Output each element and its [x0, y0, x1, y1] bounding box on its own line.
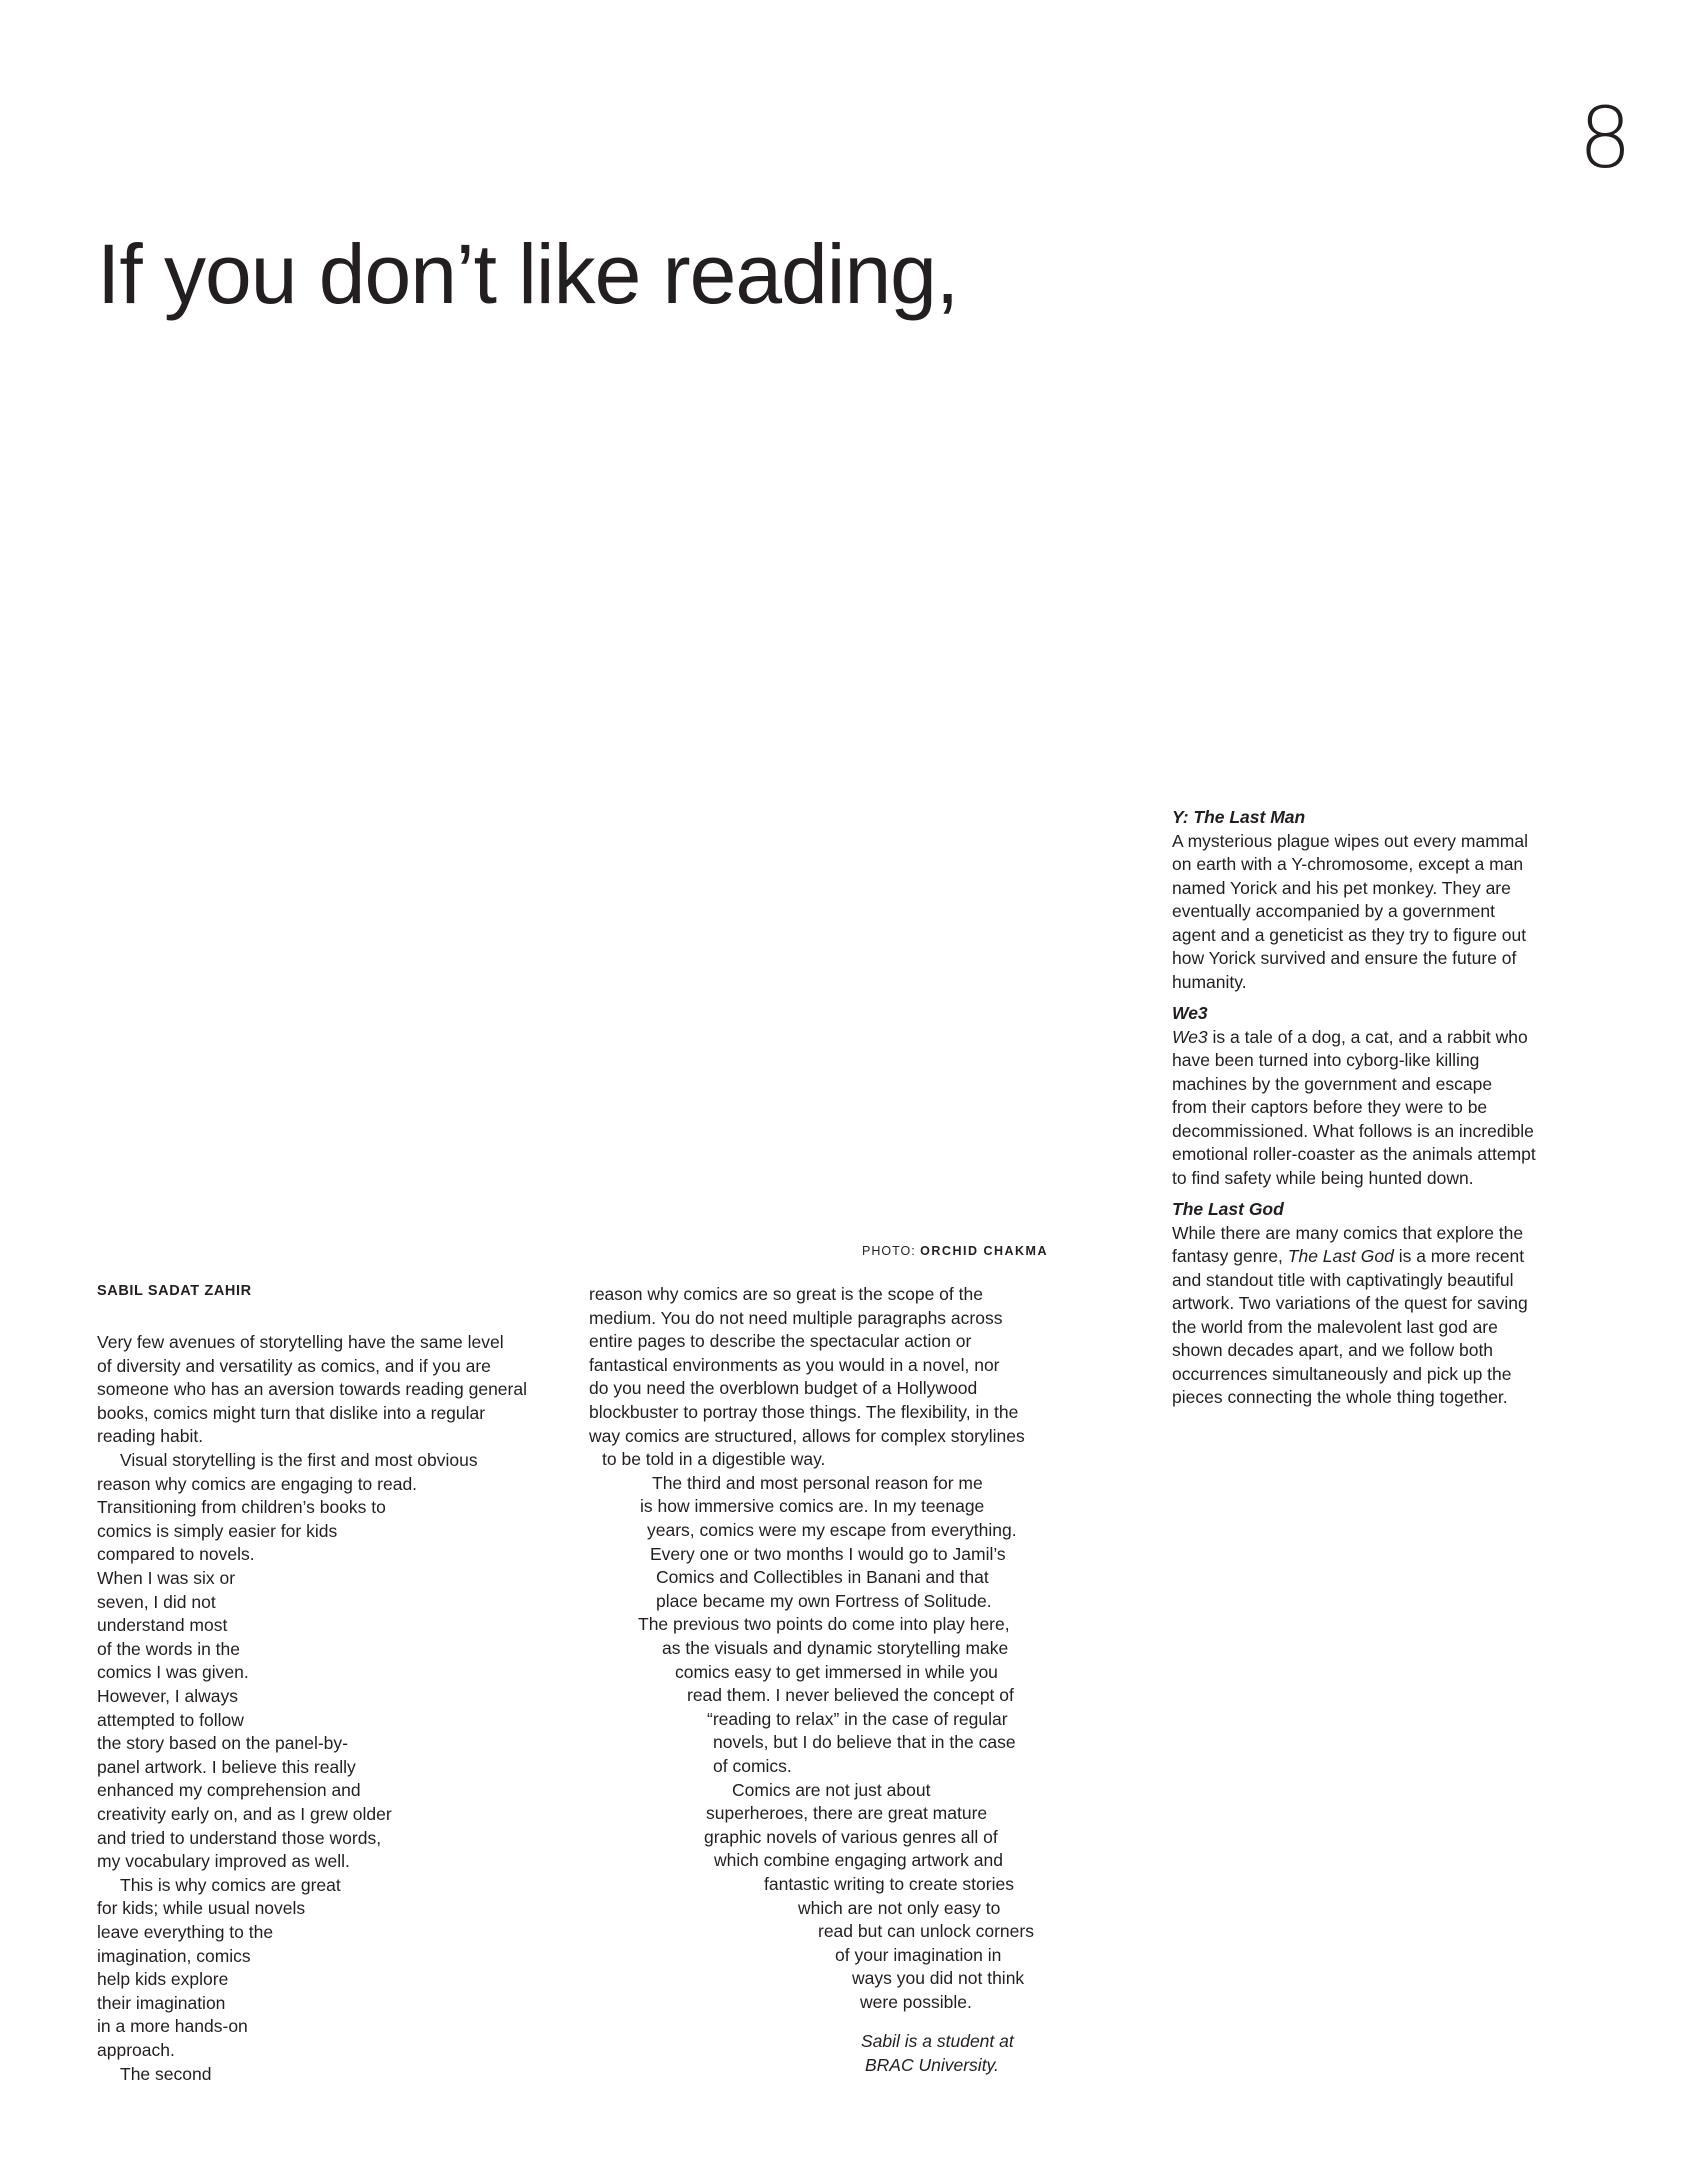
- article-line: which are not only easy to: [798, 1897, 1001, 1918]
- article-line: read but can unlock corners: [818, 1921, 1034, 1942]
- photo-credit-name: ORCHID CHAKMA: [920, 1244, 1048, 1258]
- recommendation-body: While there are many comics that explore the fantasy genre, The Last God is a more recent and standout title with captivatingly beautiful artwork. Two variations of the quest for saving the world from the malevolent last god are shown decades apart, and we follow both occurrences simultaneously and pick up the pieces connecting the whole thing together.: [1172, 1222, 1528, 1407]
- article-line: as the visuals and dynamic storytelling make: [662, 1638, 1009, 1658]
- article-line: of diversity and versatility as comics, and if you are: [97, 1355, 491, 1376]
- article-line: compared to novels.: [97, 1544, 255, 1565]
- article-line: way comics are structured, allows for complex storylines: [589, 1425, 1025, 1446]
- page-number: 8: [1578, 89, 1632, 187]
- article-line: Transitioning from children’s books to: [97, 1497, 386, 1518]
- recommendation-title: We3: [1172, 1003, 1208, 1023]
- article-line: help kids explore: [97, 1969, 229, 1990]
- article-line: my vocabulary improved as well.: [97, 1851, 350, 1872]
- article-line: The second: [120, 2063, 212, 2084]
- article-line: creativity early on, and as I grew older: [97, 1804, 392, 1824]
- article-line: The previous two points do come into play here,: [638, 1614, 1010, 1635]
- signoff-line: BRAC University.: [865, 2054, 999, 2075]
- article-line: reading habit.: [97, 1426, 204, 1447]
- recommendation-the-last-god: [1172, 1198, 1572, 1410]
- article-line: entire pages to describe the spectacular action or: [589, 1331, 972, 1352]
- article-line: When I was six or: [97, 1568, 236, 1588]
- recommendation-title-inline: The Last God: [1287, 1246, 1394, 1266]
- recommendation-y-the-last-man: [1172, 806, 1572, 994]
- article-line: Comics are not just about: [732, 1779, 931, 1800]
- article-line: in a more hands-on: [97, 2016, 248, 2037]
- article-line: to be told in a digestible way.: [602, 1449, 826, 1470]
- recommendation-body: We3 is a tale of a dog, a cat, and a rabbit who have been turned into cyborg-like killing machines by the government and escape from their captors before they were to be decommissioned. What follows is an incredible emotional roller-coaster as the animals attempt to find safety while being hunted down.: [1172, 1026, 1536, 1188]
- article-line: of comics.: [713, 1756, 792, 1776]
- article-line: reason why comics are engaging to read.: [97, 1473, 418, 1494]
- article-line: ways you did not think: [852, 1968, 1025, 1989]
- article-line: were possible.: [860, 1992, 972, 2012]
- article-line: read them. I never believed the concept of: [687, 1685, 1014, 1706]
- recommendation-title-inline: We3: [1172, 1026, 1208, 1047]
- article-line: for kids; while usual novels: [97, 1898, 306, 1919]
- article-line: approach.: [97, 2040, 175, 2060]
- article-line: Visual storytelling is the first and most obvious: [120, 1450, 478, 1470]
- article-line: of your imagination in: [835, 1944, 1002, 1965]
- article-line: fantastic writing to create stories: [764, 1874, 1014, 1894]
- signoff-line: Sabil is a student at: [861, 2031, 1014, 2051]
- byline: SABIL SADAT ZAHIR: [97, 1283, 252, 1299]
- article-line: place became my own Fortress of Solitude.: [656, 1590, 992, 1611]
- article-line: attempted to follow: [97, 1709, 244, 1730]
- article-line: “reading to relax” in the case of regular: [707, 1708, 1008, 1729]
- article-line: panel artwork. I believe this really: [97, 1756, 356, 1777]
- article-line: superheroes, there are great mature: [706, 1803, 988, 1824]
- photo-credit-label: PHOTO:: [861, 1244, 916, 1258]
- photo-credit: [858, 1244, 1048, 1258]
- recommendation-title: The Last God: [1172, 1199, 1284, 1219]
- article-line: comics I was given.: [97, 1662, 249, 1683]
- article-line: seven, I did not: [97, 1591, 216, 1612]
- article-line: blockbuster to portray those things. The flexibility, in the: [589, 1402, 1019, 1422]
- article-line: imagination, comics: [97, 1945, 251, 1966]
- article-line: and tried to understand those words,: [97, 1827, 382, 1848]
- article-line: reason why comics are so great is the scope of the: [589, 1284, 983, 1304]
- article-line: This is why comics are great: [120, 1874, 341, 1895]
- article-line: comics is simply easier for kids: [97, 1520, 338, 1541]
- article-line: books, comics might turn that dislike into a regular: [97, 1402, 486, 1423]
- article-line: their imagination: [97, 1992, 226, 2013]
- article-line: do you need the overblown budget of a Hollywood: [589, 1378, 978, 1399]
- recommendation-we3: [1172, 1002, 1572, 1190]
- article-line: someone who has an aversion towards reading general: [97, 1379, 527, 1400]
- article-line: Every one or two months I would go to Jamil’s: [650, 1543, 1006, 1564]
- article-line: of the words in the: [97, 1638, 240, 1659]
- article-line: The third and most personal reason for me: [652, 1472, 983, 1493]
- recommendation-title: Y: The Last Man: [1172, 807, 1306, 827]
- article-line: comics easy to get immersed in while you: [675, 1661, 998, 1682]
- article-line: fantastical environments as you would in a novel, nor: [589, 1354, 1000, 1375]
- article-line: the story based on the panel-by-: [97, 1733, 348, 1754]
- article-line: Very few avenues of storytelling have the same level: [97, 1332, 504, 1352]
- article-line: leave everything to the: [97, 1922, 274, 1942]
- article-line: However, I always: [97, 1686, 239, 1706]
- article-line: is how immersive comics are. In my teenage: [640, 1496, 985, 1517]
- headline: If you don’t like reading,: [97, 227, 959, 321]
- article-line: Comics and Collectibles in Banani and that: [656, 1567, 989, 1588]
- recommendation-body: A mysterious plague wipes out every mammal on earth with a Y-chromosome, except a man named Yorick and his pet monkey. They are eventually accompanied by a government agent and a geneticist as they try to figure out how Yorick survived and ensure the future of humanity.: [1172, 830, 1528, 992]
- article-line: graphic novels of various genres all of: [704, 1826, 998, 1847]
- article-line: medium. You do not need multiple paragraphs across: [589, 1307, 1003, 1328]
- comic-recommendations: [1172, 806, 1572, 1418]
- article-line: which combine engaging artwork and: [714, 1850, 1003, 1871]
- article-line: novels, but I do believe that in the case: [713, 1732, 1016, 1753]
- article-line: enhanced my comprehension and: [97, 1780, 361, 1801]
- article-line: understand most: [97, 1615, 228, 1636]
- article-line: years, comics were my escape from everything.: [647, 1520, 1017, 1540]
